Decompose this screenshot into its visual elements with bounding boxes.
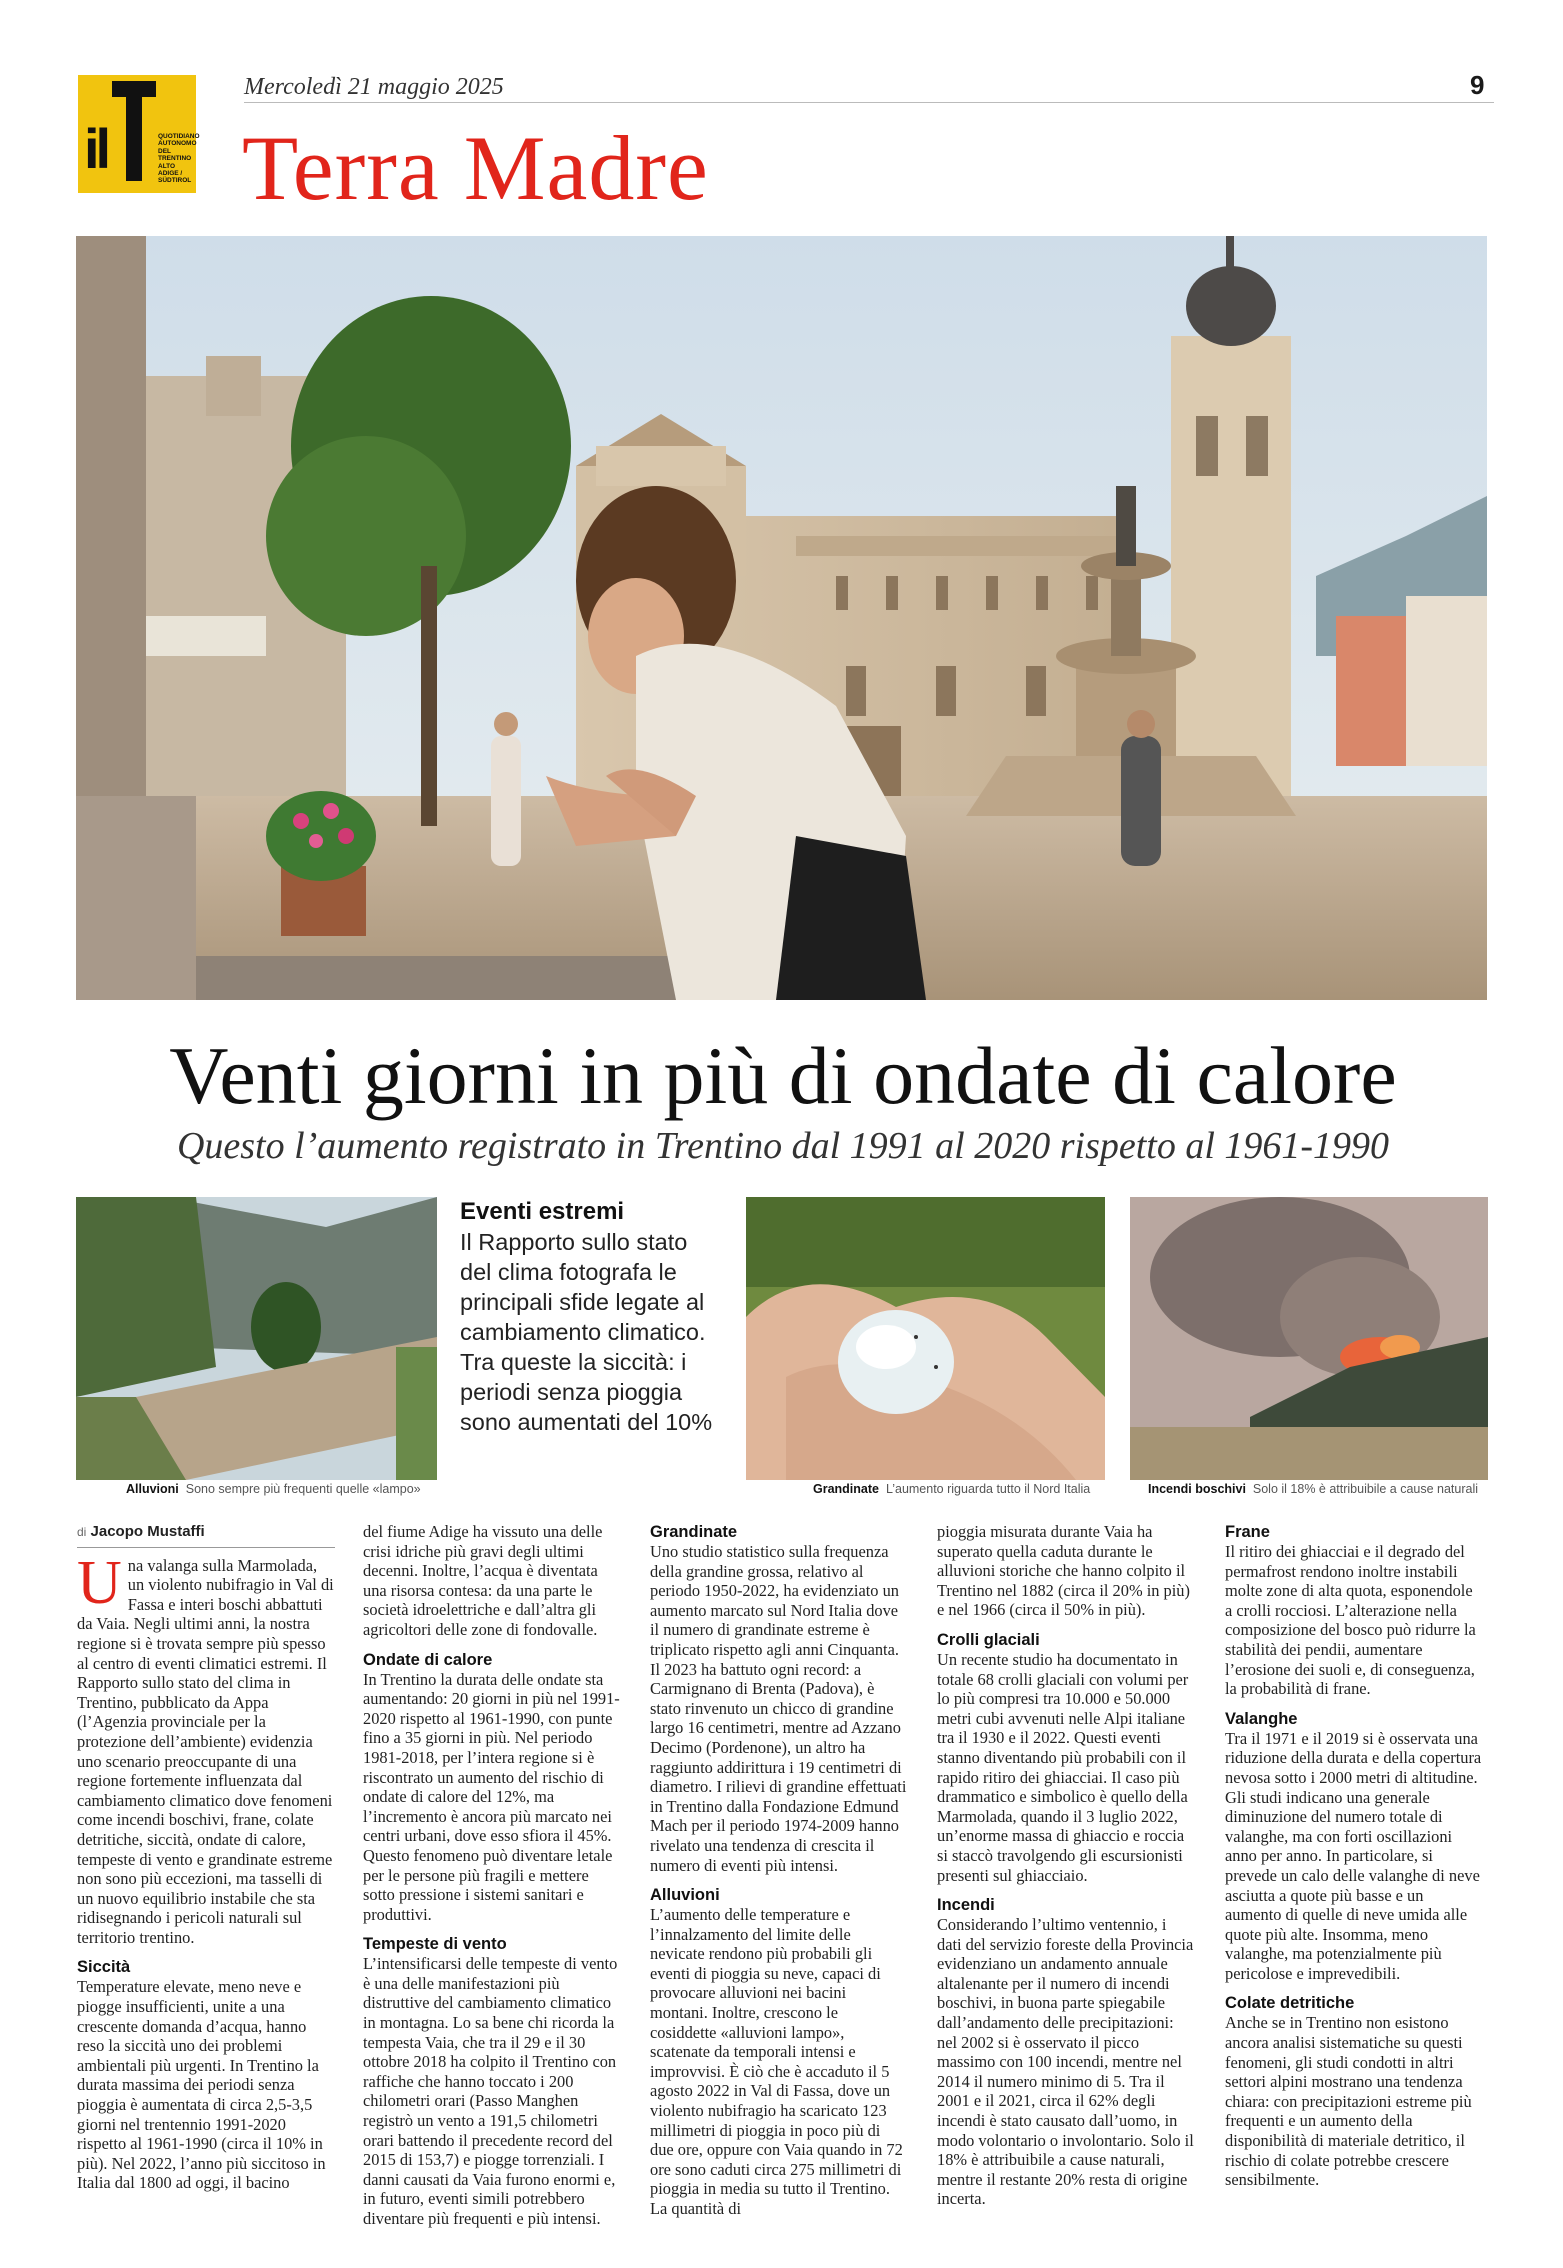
paragraph-alluvioni: L’aumento delle temperature e l’innalzamento del limite delle nevicate rendono più probabili gli eventi di pioggia su neve, capaci di provocare alluvioni nei bacini montani. Inoltre, crescono le cosiddette «alluvioni lampo», scatenate da temporali intensi e improvvisi. È ciò che è accaduto il 5 agosto 2022 in Val di Fassa, dove un violento nubifragio ha scaricato 123 millimetri di pioggia in poco più di due ore, oppure con Vaia quando in 72 ore sono caduti circa 275 millimetri di pioggia in media su tutto il Trentino. La quantità di [650, 1905, 903, 2218]
paragraph-siccita-continued: del fiume Adige ha vissuto una delle crisi idriche più gravi degli ultimi decenni. Inoltre, l’acqua è diventata una risorsa contesa: da una parte le società idroelettriche e dall’altra gli agricoltori delle zone di fondovalle. [363, 1522, 603, 1639]
intro-text: na valanga sulla Marmolada, un violento nubifragio in Val di Fassa e interi boschi abbattuti da Vaia. Negli ultimi anni, la nostra regione si è trovata sempre più spesso al centro di eventi climatici estremi. Il Rapporto sullo stato del clima in Trentino, pubblicato da Appa (l’Agenzia provinciale per la protezione dell’ambiente) evidenzia uno scenario preoccupante di una regione fortemente influenzata dal cambiamento climatico dove fenomeni come incendi boschivi, frane, colate detritiche, siccità, ondate di calore, tempeste di vento e grandinate estreme non sono più eccezioni, ma tasselli di un nuovo equilibrio instabile che sta ridisegnando i pericoli naturali sul territorio trentino. [77, 1555, 334, 1947]
section-title: Terra Madre [242, 117, 709, 219]
article-headline: Venti giorni in più di ondate di calore [169, 1030, 1397, 1121]
subhead-incendi: Incendi [937, 1896, 995, 1915]
caption-text: L’aumento riguarda tutto il Nord Italia [885, 1482, 1091, 1496]
sidebar-title: Eventi estremi [460, 1198, 625, 1225]
paragraph-valanghe: Tra il 1971 e il 2019 si è osservata una riduzione della durata e della copertura nevosa sotto i 2000 metri di altitudine. Gli studi indicano una generale diminuzione del numero totale di valanghe, ma con forti oscillazioni anno per anno. In particolare, si prevede un calo delle valanghe di neve asciutta a quote più basse e un aumento di quelle di neve umida alle quote più alte. Insomma, meno valanghe, ma potenzialmente più pericolose e imprevedibili. [1225, 1728, 1482, 1983]
paragraph-alluvioni-continued: pioggia misurata durante Vaia ha superato quella caduta durante le alluvioni storiche che hanno colpito il Trentino nel 1882 (circa il 20% in più) e nel 1966 (circa il 50% in più). [937, 1522, 1190, 1620]
caption-incendi [1148, 1482, 1478, 1496]
page-number: 9 [1470, 70, 1485, 100]
newspaper-logo [78, 75, 200, 193]
paragraph-grandinate: Uno studio statistico sulla frequenza della grandine grossa, relativo al periodo 1950-2022, ha evidenziato un aumento marcato sul Nord Italia dove il numero di grandinate estreme è triplicato rispetto agli anni Cinquanta. Il 2023 ha battuto ogni record: a Carmignano di Brenta (Padova), è stato rinvenuto un chicco di grandine largo 16 centimetri, mentre ad Azzano Decimo (Pordenone), un altro ha raggiunto addirittura i 19 centimetri di diametro. I rilievi di grandine effettuati in Trentino dalla Fondazione Edmund Mach per il periodo 1974-2009 hanno rivelato una tendenza di crescita il numero di eventi più intensi. [650, 1542, 907, 1875]
caption-text: Solo il 18% è attribuibile a cause naturali [1252, 1482, 1479, 1496]
photo-grandinate-hailstone [746, 1197, 1105, 1480]
issue-date: Mercoledì 21 maggio 2025 [244, 74, 504, 100]
subhead-alluvioni: Alluvioni [650, 1886, 720, 1905]
photo-incendi-wildfire [1130, 1197, 1488, 1480]
article-column-4 [937, 1522, 1195, 2209]
article-column-2 [363, 1522, 621, 2229]
subhead-colate: Colate detritiche [1225, 1994, 1355, 2013]
byline-prefix: di [77, 1525, 87, 1539]
sidebar-eventi-estremi [460, 1197, 725, 1437]
caption-alluvioni [126, 1482, 421, 1496]
subhead-crolli: Crolli glaciali [937, 1630, 1040, 1649]
paragraph-colate: Anche se in Trentino non esistono ancora analisi sistematiche su questi fenomeni, gli studi condotti in altri settori alpini mostrano una tendenza chiara: con precipitazioni estreme più frequenti e un aumento della disponibilità di materiale detritico, il rischio di colate potrebbe crescere sensibilmente. [1225, 2013, 1472, 2190]
byline [77, 1522, 335, 1548]
paragraph-frane: Il ritiro dei ghiacciai e il degrado del permafrost rendono inoltre instabili molte zone di alta quota, esponendole a crolli rocciosi. L’alterazione nella composizione del bosco può ridurre la stabilità dei pendii, aumentare l’erosione dei suoli e, di conseguenza, la probabilità di frane. [1225, 1542, 1476, 1699]
drop-cap: U [77, 1548, 122, 1617]
logo-il-text: il [84, 117, 108, 180]
article-column-1 [77, 1522, 335, 2193]
logo-subtitle: QUOTIDIANO AUTONOMO DEL TRENTINO ALTO ADIGE / SÜDTIROL [158, 133, 200, 185]
caption-label: Alluvioni [126, 1482, 179, 1496]
subhead-grandinate: Grandinate [650, 1523, 738, 1541]
article-intro [77, 1548, 335, 1948]
paragraph-crolli: Un recente studio ha documentato in totale 68 crolli glaciali con volumi per lo più compresi tra 10.000 e 50.000 metri cubi avvenuti nelle Alpi italiane tra il 1930 e il 2022. Questi eventi stanno diventando più probabili con il rapido ritiro dei ghiacciai. Il caso più drammatico e simbolico è quello della Marmolada, quando il 3 luglio 2022, un’enorme massa di ghiaccio e roccia si staccò travolgendo gli escursionisti presenti sul ghiacciaio. [937, 1649, 1189, 1885]
photo-alluvioni-river [76, 1197, 437, 1480]
article-column-3 [650, 1522, 908, 2219]
header-divider [244, 102, 1494, 103]
caption-text: Sono sempre più frequenti quelle «lampo» [185, 1482, 421, 1496]
subhead-tempeste: Tempeste di vento [363, 1935, 507, 1954]
caption-grandinate [813, 1482, 1090, 1496]
paragraph-siccita: Temperature elevate, meno neve e piogge insufficienti, unite a una crescente domanda d’acqua, hanno reso la siccità uno dei problemi ambientali più urgenti. In Trentino la durata massima dei periodi senza pioggia è aumentata di circa 2,5-3,5 giorni nel trentennio 1991-2020 rispetto al 1961-1990 (circa il 10% in più). Nel 2022, l’anno più siccitoso in Italia dal 1800 ad oggi, il bacino [77, 1977, 326, 2193]
caption-label: Incendi boschivi [1148, 1482, 1246, 1496]
hero-photo-trento-fountain [76, 236, 1487, 1000]
caption-label: Grandinate [813, 1482, 879, 1496]
byline-author: Jacopo Mustaffi [90, 1523, 205, 1540]
subhead-valanghe: Valanghe [1225, 1709, 1298, 1728]
subhead-frane: Frane [1225, 1523, 1270, 1541]
article-column-5 [1225, 1522, 1483, 2190]
subhead-ondate: Ondate di calore [363, 1650, 493, 1669]
sidebar-text: Il Rapporto sullo stato del clima fotografa le principali sfide legate al cambiamento climatico. Tra queste la siccità: i periodi senza pioggia sono aumentati del 10% [460, 1229, 713, 1435]
subhead-siccita: Siccità [77, 1958, 131, 1977]
logo-t-glyph [112, 81, 156, 181]
paragraph-ondate: In Trentino la durata delle ondate sta aumentando: 20 giorni in più nel 1991-2020 rispetto al 1961-1990, con punte fino a 35 giorni in più. Nel periodo 1981-2018, per l’intera regione si è riscontrato un aumento del rischio di ondate di calore del 12%, ma l’incremento è ancora più marcato nei centri urbani, dove esso sfiora il 45%. Questo fenomeno può diventare letale per le persone più fragili e mettere sotto pressione i sistemi sanitari e produttivi. [363, 1669, 620, 1924]
article-subheadline: Questo l’aumento registrato in Trentino dal 1991 al 2020 rispetto al 1961-1990 [176, 1125, 1390, 1167]
paragraph-tempeste: L’intensificarsi delle tempeste di vento è una delle manifestazioni più distruttive del cambiamento climatico in montagna. Lo sa bene chi ricorda la tempesta Vaia, che tra il 29 e il 30 ottobre 2018 ha colpito il Trentino con raffiche che hanno toccato i 200 chilometri orari (Passo Manghen registrò un vento a 191,5 chilometri orari battendo il precedente record del 2015 di 153,7) e piogge torrenziali. I danni causati da Vaia furono enormi e, in futuro, eventi simili potrebbero diventare più frequenti e più intensi. [363, 1954, 618, 2228]
paragraph-incendi: Considerando l’ultimo ventennio, i dati del servizio foreste della Provincia evidenziano un andamento annuale altalenante per il numero di incendi boschivi, in buona parte spiegabile dall’andamento delle precipitazioni: nel 2002 si è osservato il picco massimo con 100 incendi, mentre nel 2014 il numero minimo di 5. Tra il 2001 e il 2021, circa il 62% degli incendi è stato causato dall’uomo, in modo volontario o involontario. Solo il 18% è attribuibile a cause naturali, mentre il restante 20% resta di origine incerta. [937, 1915, 1194, 2209]
